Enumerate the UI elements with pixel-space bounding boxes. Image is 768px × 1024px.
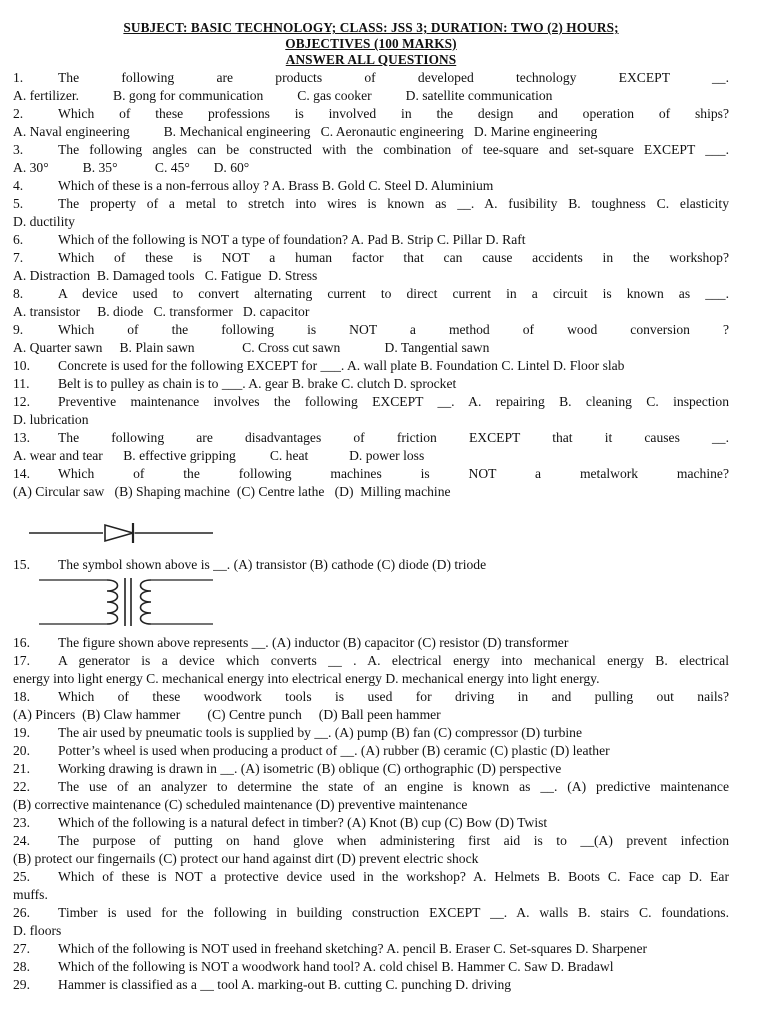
question-27 [13,940,729,958]
question-text: Belt is to pulley as chain is to ___. A. gear B. brake C. clutch D. sprocket [58,376,457,391]
question-number: 20. [13,743,30,758]
question-17 [13,652,729,670]
question-26 [13,904,729,922]
question-29 [13,976,729,994]
question-text: Preventive maintenance involves the following EXCEPT __. A. repairing B. cleaning C. inspection [58,394,729,409]
question-number: 27. [13,941,30,956]
transformer-symbol-figure [13,574,729,634]
question-13 [13,429,729,447]
question-options: A. Naval engineering B. Mechanical engineering C. Aeronautic engineering D. Marine engineering [13,124,598,139]
question-number: 8. [13,286,24,301]
question-number: 26. [13,905,30,920]
question-number: 9. [13,322,24,337]
question-number: 4. [13,178,24,193]
question-text: Which of the following is NOT a type of foundation? A. Pad B. Strip C. Pillar D. Raft [58,232,526,247]
question-8 [13,285,729,303]
question-10 [13,357,729,375]
question-number: 18. [13,689,30,704]
question-options: A. wear and tear B. effective gripping C. heat D. power loss [13,448,425,463]
question-9 [13,321,729,339]
question-text: The symbol shown above is __. (A) transistor (B) cathode (C) diode (D) triode [58,557,487,572]
question-number: 5. [13,196,24,211]
question-options: A. Distraction B. Damaged tools C. Fatigue D. Stress [13,268,318,283]
question-number: 12. [13,394,30,409]
question-text: The air used by pneumatic tools is supplied by __. (A) pump (B) fan (C) compressor (D) turbine [58,725,583,740]
question-7 [13,249,729,267]
question-3 [13,141,729,159]
question-2 [13,105,729,123]
question-text: Which of these is a non-ferrous alloy ? A. Brass B. Gold C. Steel D. Aluminium [58,178,494,193]
question-12 [13,393,729,411]
question-text: Which of these professions is involved in the design and operation of ships? [58,106,729,121]
diode-symbol-icon [29,511,229,559]
question-number: 6. [13,232,24,247]
question-text: The use of an analyzer to determine the state of an engine is known as __. (A) predictive maintenance [58,779,729,794]
question-number: 7. [13,250,24,265]
question-text: Which of these woodwork tools is used for driving in and pulling out nails? [58,689,729,704]
question-text: Concrete is used for the following EXCEPT for ___. A. wall plate B. Foundation C. Lintel D. Floor slab [58,358,625,373]
question-number: 29. [13,977,30,992]
question-text: Timber is used for the following in building construction EXCEPT __. A. walls B. stairs C. foundations. [58,905,729,920]
question-number: 1. [13,70,24,85]
question-text: The following are disadvantages of friction EXCEPT that it causes __. [58,430,729,445]
diode-symbol-figure [13,501,729,556]
question-text: A generator is a device which converts __ . A. electrical energy into mechanical energy B. electrical [58,653,729,668]
question-text: Which of the following is NOT a woodwork hand tool? A. cold chisel B. Hammer C. Saw D. Bradawl [58,959,614,974]
question-text: Which of these is NOT a protective device used in the workshop? A. Helmets B. Boots C. Face cap D. Ear [58,869,729,884]
exam-page [13,20,729,994]
question-number: 14. [13,466,30,481]
question-number: 3. [13,142,24,157]
question-text: The purpose of putting on hand glove when administering first aid is to __(A) prevent infection [58,833,729,848]
header-subject-line: SUBJECT: BASIC TECHNOLOGY; CLASS: JSS 3; DURATION: TWO (2) HOURS; [123,20,619,35]
question-options: (A) Pincers (B) Claw hammer (C) Centre punch (D) Ball peen hammer [13,707,441,722]
question-continuation: D. ductility [13,214,75,229]
header-objectives-line: OBJECTIVES (100 MARKS) [285,36,457,51]
question-options: A. fertilizer. B. gong for communication C. gas cooker D. satellite communication [13,88,553,103]
question-number: 25. [13,869,30,884]
question-number: 17. [13,653,30,668]
question-text: Which of the following is NOT used in freehand sketching? A. pencil B. Eraser C. Set-squares D. Sharpener [58,941,648,956]
question-16 [13,634,729,652]
question-number: 11. [13,376,30,391]
question-6 [13,231,729,249]
question-number: 22. [13,779,30,794]
question-text: Which of the following is a natural defect in timber? (A) Knot (B) cup (C) Bow (D) Twist [58,815,548,830]
question-25 [13,868,729,886]
question-text: The property of a metal to stretch into wires is known as __. A. fusibility B. toughness C. elasticity [58,196,729,211]
question-14 [13,465,729,483]
question-28 [13,958,729,976]
question-11 [13,375,729,393]
question-number: 2. [13,106,24,121]
question-options: A. transistor B. diode C. transformer D. capacitor [13,304,310,319]
question-number: 21. [13,761,30,776]
question-number: 28. [13,959,30,974]
question-options: A. Quarter sawn B. Plain sawn C. Cross cut sawn D. Tangential sawn [13,340,490,355]
question-4 [13,177,729,195]
question-number: 10. [13,358,30,373]
question-text: The following angles can be constructed with the combination of tee-square and set-square EXCEPT ___. [58,142,729,157]
question-text: Hammer is classified as a __ tool A. marking-out B. cutting C. punching D. driving [58,977,512,992]
question-text: Potter’s wheel is used when producing a product of __. (A) rubber (B) ceramic (C) plastic (D) leather [58,743,610,758]
question-text: Working drawing is drawn in __. (A) isometric (B) oblique (C) orthographic (D) perspective [58,761,562,776]
question-text: Which of these is NOT a human factor that can cause accidents in the workshop? [58,250,729,265]
question-text: Which of the following machines is NOT a metalwork machine? [58,466,729,481]
question-23 [13,814,729,832]
header-instruction-line: ANSWER ALL QUESTIONS [285,52,457,67]
question-22 [13,778,729,796]
question-options: A. 30° B. 35° C. 45° D. 60° [13,160,250,175]
question-24 [13,832,729,850]
question-5 [13,195,729,213]
question-18 [13,688,729,706]
question-continuation: D. lubrication [13,412,89,427]
question-19 [13,724,729,742]
question-1 [13,69,729,87]
question-text: Which of the following is NOT a method of wood conversion ? [58,322,729,337]
question-continuation: (B) protect our fingernails (C) protect our hand against dirt (D) prevent electric shock [13,851,479,866]
question-number: 19. [13,725,30,740]
question-21 [13,760,729,778]
question-number: 16. [13,635,30,650]
question-continuation: D. floors [13,923,62,938]
question-continuation: muffs. [13,887,48,902]
question-text: The following are products of developed technology EXCEPT __. [58,70,729,85]
question-options: (A) Circular saw (B) Shaping machine (C) Centre lathe (D) Milling machine [13,484,451,499]
question-number: 13. [13,430,30,445]
question-text: A device used to convert alternating current to direct current in a circuit is known as ___. [58,286,729,301]
transformer-symbol-icon [39,572,239,634]
question-number: 23. [13,815,30,830]
question-continuation: energy into light energy C. mechanical energy into electrical energy D. mechanical energy into light energy. [13,671,600,686]
question-number: 24. [13,833,30,848]
question-text: The figure shown above represents __. (A) inductor (B) capacitor (C) resistor (D) transformer [58,635,569,650]
question-continuation: (B) corrective maintenance (C) scheduled maintenance (D) preventive maintenance [13,797,468,812]
question-number: 15. [13,557,30,572]
question-20 [13,742,729,760]
